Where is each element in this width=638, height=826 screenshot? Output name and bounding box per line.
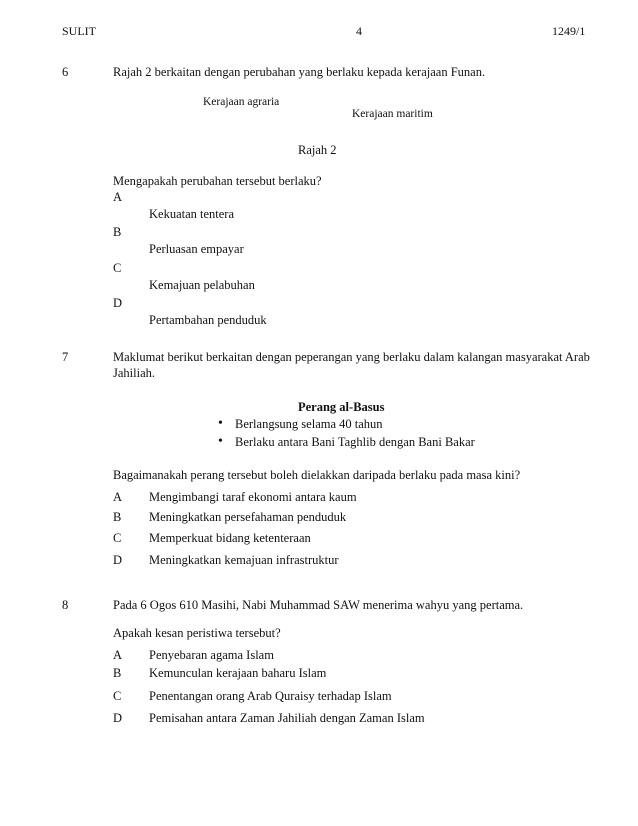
q7-option-c-letter: C — [113, 531, 122, 545]
q6-option-a-letter: A — [113, 190, 123, 204]
q8-option-c-text: Penentangan orang Arab Quraisy terhadap Islam — [149, 689, 392, 703]
q7-option-b-letter: B — [113, 510, 122, 524]
q7-option-b-text: Meningkatkan persefahaman penduduk — [149, 510, 347, 524]
q7-option-d-text: Meningkatkan kemajuan infrastruktur — [149, 553, 339, 567]
q6-box-left: Kerajaan agraria — [203, 96, 280, 108]
q7-question: Bagaimanakah perang tersebut boleh dielakkan daripada berlaku pada masa kini? — [113, 468, 521, 482]
q7-option-d-letter: D — [113, 553, 123, 567]
q7-stem-line2: Jahiliah. — [113, 366, 156, 380]
q6-number: 6 — [62, 65, 69, 79]
q6-question: Mengapakah perubahan tersebut berlaku? — [113, 174, 322, 188]
q8-option-a-letter: A — [113, 648, 123, 662]
q7-option-a-text: Mengimbangi taraf ekonomi antara kaum — [149, 490, 357, 504]
q7-box-title: Perang al-Basus — [298, 400, 385, 414]
q6-option-b-letter: B — [113, 225, 122, 239]
q8-stem: Pada 6 Ogos 610 Masihi, Nabi Muhammad SAW menerima wahyu yang pertama. — [113, 598, 524, 612]
q8-option-d-letter: D — [113, 711, 123, 725]
q6-stem: Rajah 2 berkaitan dengan perubahan yang berlaku kepada kerajaan Funan. — [113, 65, 486, 79]
q6-box-right: Kerajaan maritim — [352, 108, 433, 120]
q8-option-c-letter: C — [113, 689, 122, 703]
q8-option-b-text: Kemunculan kerajaan baharu Islam — [149, 666, 327, 680]
q7-stem-line1: Maklumat berikut berkaitan dengan peperangan yang berlaku dalam kalangan masyarakat Arab — [113, 350, 590, 364]
q7-bullet-1: • Berlangsung selama 40 tahun — [235, 417, 383, 432]
q6-option-b-text: Perluasan empayar — [149, 242, 244, 256]
q7-number: 7 — [62, 350, 69, 364]
q6-option-c-text: Kemajuan pelabuhan — [149, 278, 255, 292]
q8-option-a-text: Penyebaran agama Islam — [149, 648, 274, 662]
q6-option-d-letter: D — [113, 296, 123, 310]
q8-question: Apakah kesan peristiwa tersebut? — [113, 626, 281, 640]
paper-code: 1249/1 — [552, 24, 586, 38]
q8-number: 8 — [62, 598, 69, 612]
q8-option-d-text: Pemisahan antara Zaman Jahiliah dengan Zaman Islam — [149, 711, 425, 725]
q6-option-a-text: Kekuatan tentera — [149, 207, 235, 221]
q7-option-a-letter: A — [113, 490, 123, 504]
q6-option-d-text: Pertambahan penduduk — [149, 313, 267, 327]
q7-bullet-2: • Berlaku antara Bani Taghlib dengan Bani Bakar — [235, 435, 475, 450]
q8-option-b-letter: B — [113, 666, 122, 680]
q7-option-c-text: Memperkuat bidang ketenteraan — [149, 531, 311, 545]
header-sulit: SULIT — [62, 24, 96, 38]
page-number: 4 — [356, 24, 362, 38]
q6-diagram-caption: Rajah 2 — [298, 143, 337, 157]
q6-option-c-letter: C — [113, 261, 122, 275]
